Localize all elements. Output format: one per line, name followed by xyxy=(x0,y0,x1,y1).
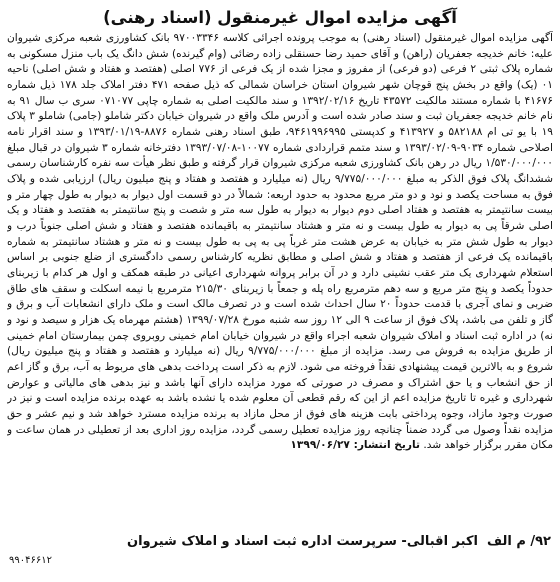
reference-number: ۹۲/ م الف xyxy=(486,534,551,549)
issuer-signature: اکبر اقبالی- سرپرست اداره ثبت اسناد و املاک شیروان xyxy=(127,534,478,549)
notice-footer xyxy=(7,534,553,550)
notice-body xyxy=(7,31,553,531)
notice-title: آگهی مزایده اموال غیرمنقول (اسناد رهنی) xyxy=(103,8,457,27)
notice-code: ۹۹۰۴۶۶۱۲ xyxy=(9,555,52,566)
publish-date: تاریخ انتشار: ۱۳۹۹/۰۶/۲۷ xyxy=(290,439,420,452)
notice-text: آگهی مزایده اموال غیرمنقول (اسناد رهنی) به موجب پرونده اجرائی کلاسه ۹۷۰۰۳۳۴۶ بانک کشاورزی شعبه مرکزی شیروان علیه: خانم خدیجه جعفریان (راهن) و آقای حمید رضا حسنقلی زاده رضائی (وام گیرنده) شش دانگ یک باب منزل مسکونی به شماره پلاک ثبتی ۲ فرعی (دو فرعی) از مفروز و مجزا شده از یک فرعی از ۷۷۶ اصلی (هفتصد و هفتاد و شش اصلی) ناحیه ۰۱ (یک) واقع در بخش پنج قوچان شهر شیروان استان خراسان شمالی که ذیل صفحه ۴۷۱ دفتر املاک جلد ۱۷۸ ذیل شماره ۴۱۶۷۶ با شماره مستند مالکیت ۴۳۵۷۲ تاریخ ۱۳۹۲/۰۲/۱۶ و سند مالکیت اصلی به شماره چاپی ۰۷۱۰۷۷ سری ب سال ۹۱ به نام خانم خدیجه جعفریان ثبت و سند صادر شده است و آدرس ملک واقع در شیروان خیابان دکتر شاملو (جامی) شاملو ۳ پلاک ۱۹ با یو تی ام ۵۸۲۱۸۸ و ۴۱۳۹۲۷ و کدپستی ۹۴۶۱۹۹۶۹۹۵، طبق اسناد رهنی شماره ۸۸۷۶-۱۳۹۳/۰۱/۱۹ و سند اقرار نامه اصلاحی شماره ۹۰۳۴-۱۳۹۳/۰۲/۰۹ و سند متمم قراردادی شماره ۱۰۰۷۷-۱۳۹۳/۰۷/۰۸ دفترخانه شماره ۳ شیروان در قبال مبلغ ۱/۵۳۰/۰۰۰/۰۰۰ ریال در رهن بانک کشاورزی شعبه مرکزی شیروان قرار گرفته و طبق نظر هیأت سه نفره کارشناسان رسمی ششدانگ پلاک فوق الذکر به مبلغ ۹/۷۷۵/۰۰۰/۰۰۰ ریال (نه میلیارد و هفتصد و هفتاد و پنج میلیون ریال) ارزیابی شده و پلاک فوق به مساحت یکصد و نود و دو متر مربع محدود به حدود اربعه: شمالاً در دو قسمت اول دیوار به دیوار به طول چهار متر و بیست سانتیمتر به هفتصد و هفتاد اصلی دوم دیوار به دیوار به طول سه متر و شصت و پنج سانتیمتر به هفتصد و هفتاد و یک اصلی شرقاً پی به دیوار به طول بیست و نه متر و هشتاد سانتیمتر به باقیمانده هفتصد و هفتاد و شش اصلی جنوباً درب و دیوار به طول شش متر به خیابان به عرض هشت متر غرباً پی به پی به طول بیست و نه متر و هشتاد سانتیمتر به شماره باقیمانده یک فرعی از هفتصد و هفتاد و شش اصلی و مطابق نظریه کارشناس رسمی دادگستری از ضلع جنوبی بر اساس استعلام شهرداری یک متر عقب نشینی دارد و در آن برابر پروانه شهرداری اعیانی در طبقه همکف و اول هر کدام با زیربنای حدوداً یکصد و پنج متر مربع و سه دهم مترمربع راه پله و جمعاً با زیربنای ۲۱۵/۳۰ مترمربع با نیمه اسکلت و سقف های طاق ضربی و نمای آجری با قدمت حدوداً ۲۰ سال احداث شده است و در تصرف مالک است و ملک دارای انشعابات آب و برق و گاز و تلفن می باشد، پلاک فوق از ساعت ۹ الی ۱۲ روز سه شنبه مورخ ۱۳۹۹/۰۷/۲۸ (هشتم مهرماه یک هزار و سیصد و نود و نه) در اداره ثبت اسناد و املاک شیروان شعبه اجراء واقع در شیروان خیابان امام خمینی روبروی چمن بیمارستان امام خمینی از طریق مزایده به فروش می رسد. مزایده از مبلغ ۹/۷۷۵/۰۰۰/۰۰۰ ریال (نه میلیارد و هفتصد و هفتاد و پنج میلیون ریال) شروع و به بالاترین قیمت پیشنهادی نقداً فروخته می شود. لازم به ذکر است پرداخت بدهی های مربوط به آب، برق و گاز اعم از حق انشعاب و یا حق اشتراک و مصرف در صورتی که مورد مزایده دارای آنها باشد و نیز بدهی های مالیاتی و عوارض شهرداری و غیره تا تاریخ مزایده اعم از این که رقم قطعی آن معلوم شده یا نشده باشد به عهده برنده مزایده است و نیز در صورت وجود مازاد، وجوه پرداختی بابت هزینه های فوق از محل مازاد به برنده مزایده مسترد خواهد شد و نیم عشر و حق مزایده نقداً وصول می گردد ضمناً چنانچه روز مزایده تعطیل رسمی گردد، مزایده روز اداری بعد از تعطیلی در همان ساعت و مکان مقرر برگزار خواهد شد. xyxy=(7,32,553,452)
auction-notice xyxy=(7,6,553,568)
